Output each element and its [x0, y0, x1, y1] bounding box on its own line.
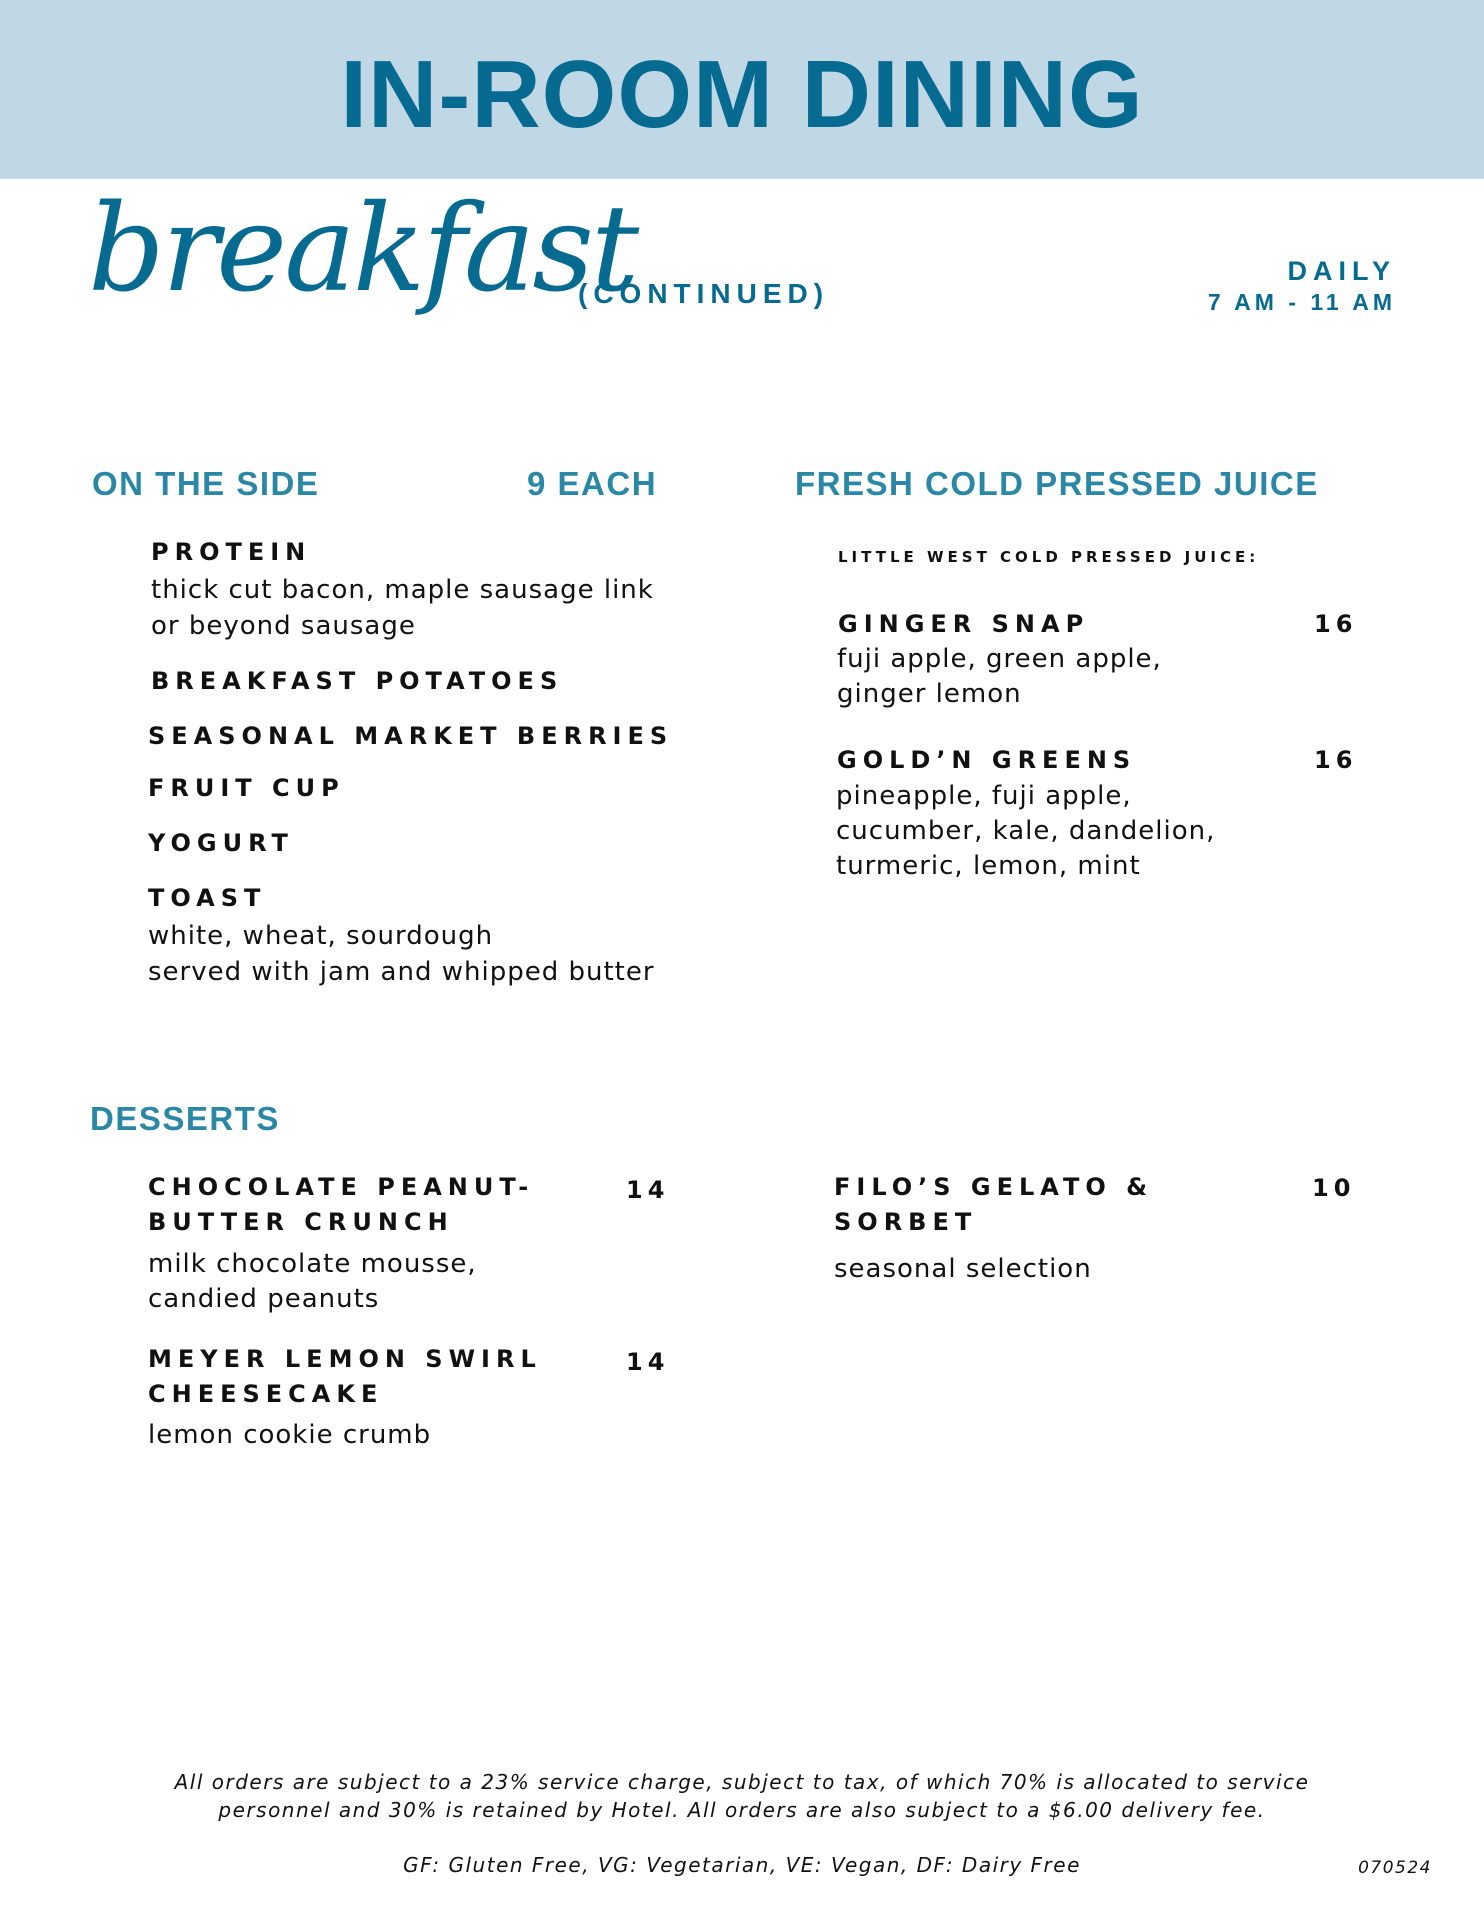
dietary-legend: GF: Gluten Free, VG: Vegetarian, VE: Vegan, DF: Dairy Free — [403, 1853, 1081, 1877]
menu-item-desc: fuji apple, green apple, — [837, 644, 1162, 674]
section-heading-desserts: DESSERTS — [90, 1100, 280, 1137]
menu-item-name: GOLD’N GREENS — [837, 746, 1137, 774]
menu-item-desc: or beyond sausage — [151, 611, 416, 641]
menu-item-price: 16 — [1314, 746, 1358, 774]
menu-item-name: GINGER SNAP — [838, 610, 1090, 638]
menu-item-name: PROTEIN — [151, 538, 312, 566]
service-charge-note-line1: All orders are subject to a 23% service charge, subject to tax, of which 70% is allocated to service — [174, 1770, 1310, 1794]
menu-item-name: SEASONAL MARKET BERRIES — [148, 722, 674, 750]
menu-item-name: TOAST — [148, 884, 267, 912]
section-heading-on-the-side: ON THE SIDE — [92, 465, 320, 502]
menu-item-desc: white, wheat, sourdough — [148, 921, 494, 951]
service-charge-note-line2: personnel and 30% is retained by Hotel. All orders are also subject to a $6.00 delivery fee. — [218, 1798, 1266, 1822]
menu-item-desc: seasonal selection — [834, 1254, 1092, 1284]
continued-label: (CONTINUED) — [578, 278, 830, 309]
menu-item-desc: served with jam and whipped butter — [148, 957, 655, 987]
menu-item-desc: cucumber, kale, dandelion, — [836, 816, 1216, 846]
hours-label: DAILY — [1287, 256, 1396, 286]
menu-item-name: CHEESECAKE — [148, 1380, 384, 1408]
menu-item-name: BUTTER CRUNCH — [148, 1208, 454, 1236]
menu-item-name: SORBET — [834, 1208, 978, 1236]
juice-brand-label: LITTLE WEST COLD PRESSED JUICE: — [838, 548, 1260, 566]
menu-item-name: CHOCOLATE PEANUT- — [148, 1173, 535, 1201]
menu-item-desc: thick cut bacon, maple sausage link — [151, 575, 654, 605]
header-banner — [0, 0, 1484, 179]
menu-item-price: 14 — [626, 1176, 670, 1204]
menu-item-desc: ginger lemon — [837, 679, 1022, 709]
menu-item-name: FRUIT CUP — [148, 774, 345, 802]
hours-block — [1208, 256, 1396, 316]
menu-item-name: YOGURT — [148, 829, 294, 857]
menu-code: 070524 — [1358, 1858, 1432, 1878]
menu-item-name: FILO’S GELATO & — [834, 1173, 1154, 1201]
menu-item-price: 16 — [1314, 610, 1358, 638]
hours-range: 7 AM - 11 AM — [1207, 289, 1396, 315]
menu-item-name: BREAKFAST POTATOES — [151, 667, 564, 695]
menu-item-price: 14 — [626, 1348, 670, 1376]
menu-item-desc: milk chocolate mousse, — [148, 1249, 477, 1279]
menu-item-desc: turmeric, lemon, mint — [836, 851, 1141, 881]
menu-item-desc: candied peanuts — [148, 1284, 380, 1314]
section-price-note: 9 EACH — [527, 465, 658, 502]
menu-item-desc: lemon cookie crumb — [148, 1420, 432, 1450]
menu-item-desc: pineapple, fuji apple, — [836, 781, 1132, 811]
page-title: IN-ROOM DINING — [340, 41, 1144, 148]
section-heading-juice: FRESH COLD PRESSED JUICE — [795, 465, 1319, 502]
menu-script-title: breakfast — [88, 180, 637, 319]
menu-item-price: 10 — [1312, 1174, 1356, 1202]
menu-item-name: MEYER LEMON SWIRL — [148, 1345, 542, 1373]
